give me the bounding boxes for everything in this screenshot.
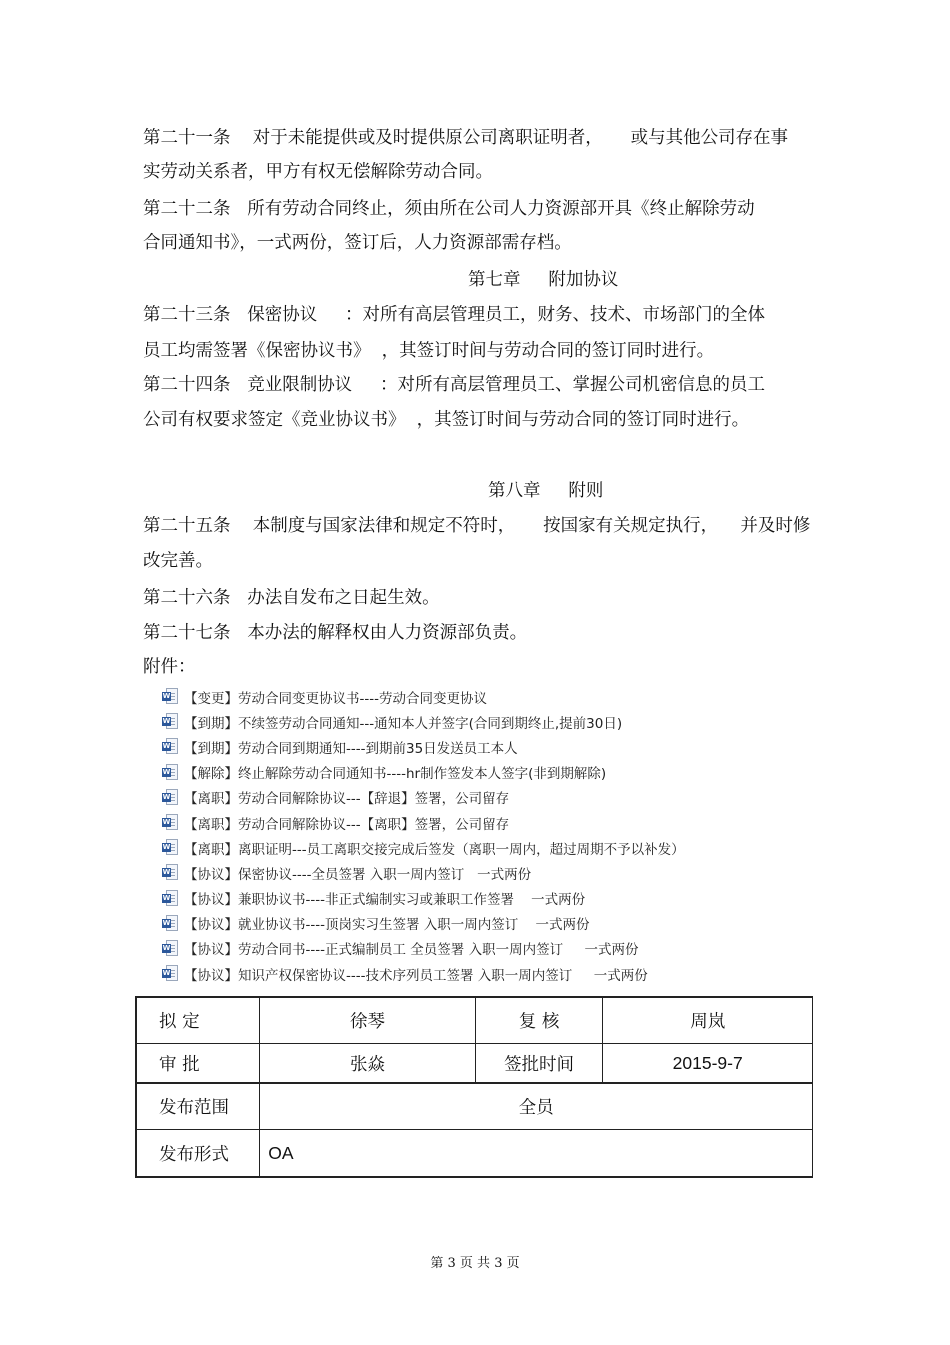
attachment-title: 【协议】保密协议----全员签署 入职一周内签订 一式两份	[184, 866, 532, 883]
attachment-item[interactable]	[162, 760, 685, 785]
review-label: 复 核	[475, 997, 603, 1044]
attachment-item[interactable]	[162, 810, 685, 835]
attachment-title: 【协议】劳动合同书----正式编制员工 全员签署 入职一周内签订 一式两份	[184, 942, 639, 959]
chapter-7-heading: 第七章 附加协议	[468, 270, 619, 290]
word-document-icon: W	[162, 864, 179, 881]
attachment-title: 【离职】劳动合同解除协议---【离职】签署，公司留存	[184, 816, 510, 833]
word-document-icon: W	[162, 915, 179, 932]
attachment-title: 【变更】劳动合同变更协议书----劳动合同变更协议	[184, 690, 487, 707]
article-22-line-1: 第二十二条 所有劳动合同终止，须由所在公司人力资源部开具《终止解除劳动	[143, 199, 755, 219]
word-document-icon: W	[162, 965, 179, 982]
attachment-title: 【离职】离职证明---员工离职交接完成后签发（离职一周内，超过周期不予以补发）	[184, 841, 685, 858]
attachment-title: 【解除】终止解除劳动合同通知书----hr制作签发本人签字(非到期解除)	[184, 766, 607, 783]
form-label: 发布形式	[136, 1130, 260, 1178]
word-document-icon: W	[162, 789, 179, 806]
article-25-line-1: 第二十五条 本制度与国家法律和规定不符时， 按国家有关规定执行， 并及时修	[143, 516, 811, 536]
article-26: 第二十六条 办法自发布之日起生效。	[143, 588, 440, 608]
attachment-item[interactable]	[162, 709, 685, 734]
word-document-icon: W	[162, 713, 179, 730]
article-23-line-2: 员工均需签署《保密协议书》 ，其签订时间与劳动合同的签订同时进行。	[143, 341, 715, 361]
word-document-icon: W	[162, 764, 179, 781]
article-23-line-1: 第二十三条 保密协议 ：对所有高层管理员工，财务、技术、市场部门的全体	[143, 305, 765, 325]
attachment-title: 【到期】劳动合同到期通知----到期前35日发送员工本人	[184, 740, 518, 757]
attachment-item[interactable]	[162, 886, 685, 911]
word-document-icon: W	[162, 940, 179, 957]
attachment-title: 【离职】劳动合同解除协议---【辞退】签署，公司留存	[184, 791, 510, 808]
attachment-title: 【协议】就业协议书----顶岗实习生签署 入职一周内签订 一式两份	[184, 917, 590, 934]
attachment-title: 【到期】不续签劳动合同通知---通知本人并签字(合同到期终止,提前30日)	[184, 715, 623, 732]
chapter-8-heading: 第八章 附则	[488, 481, 604, 501]
attachment-item[interactable]	[162, 911, 685, 936]
attachment-title: 【协议】兼职协议书----非正式编制实习或兼职工作签署 一式两份	[184, 892, 586, 909]
attachment-item[interactable]	[162, 835, 685, 860]
article-24-line-1: 第二十四条 竞业限制协议 ：对所有高层管理员工、掌握公司机密信息的员工	[143, 375, 765, 395]
article-27: 第二十七条 本办法的解释权由人力资源部负责。	[143, 623, 528, 643]
attachment-item[interactable]	[162, 961, 685, 986]
article-22-line-2: 合同通知书》，一式两份，签订后，人力资源部需存档。	[143, 233, 572, 253]
article-21-line-1: 第二十一条 对于未能提供或及时提供原公司离职证明者， 或与其他公司存在事	[143, 128, 789, 148]
approve-time-label: 签批时间	[475, 1044, 603, 1084]
word-document-icon: W	[162, 839, 179, 856]
page-footer: 第 3 页 共 3 页	[430, 1256, 520, 1271]
word-document-icon: W	[162, 814, 179, 831]
attachments-label: 附件：	[143, 657, 196, 677]
word-document-icon: W	[162, 688, 179, 705]
word-document-icon: W	[162, 738, 179, 755]
attachment-list	[162, 684, 685, 986]
attachment-item[interactable]	[162, 684, 685, 709]
draft-value: 徐琴	[260, 997, 475, 1044]
article-21-line-2: 实劳动关系者，甲方有权无偿解除劳动合同。	[143, 162, 493, 182]
attachment-item[interactable]	[162, 734, 685, 759]
approve-time-value: 2015-9-7	[603, 1044, 813, 1084]
scope-value: 全员	[260, 1083, 813, 1130]
attachment-item[interactable]	[162, 785, 685, 810]
scope-label: 发布范围	[136, 1083, 260, 1130]
attachment-title: 【协议】知识产权保密协议----技术序列员工签署 入职一周内签订 一式两份	[184, 967, 648, 984]
approve-label: 审 批	[136, 1044, 260, 1084]
draft-label: 拟 定	[136, 997, 260, 1044]
form-value: OA	[260, 1130, 813, 1178]
approve-value: 张焱	[260, 1044, 475, 1084]
approval-table	[135, 996, 813, 1178]
review-value: 周岚	[603, 997, 813, 1044]
article-24-line-2: 公司有权要求签定《竞业协议书》 ，其签订时间与劳动合同的签订同时进行。	[143, 410, 750, 430]
article-25-line-2: 改完善。	[143, 551, 213, 571]
attachment-item[interactable]	[162, 936, 685, 961]
word-document-icon: W	[162, 890, 179, 907]
attachment-item[interactable]	[162, 860, 685, 885]
